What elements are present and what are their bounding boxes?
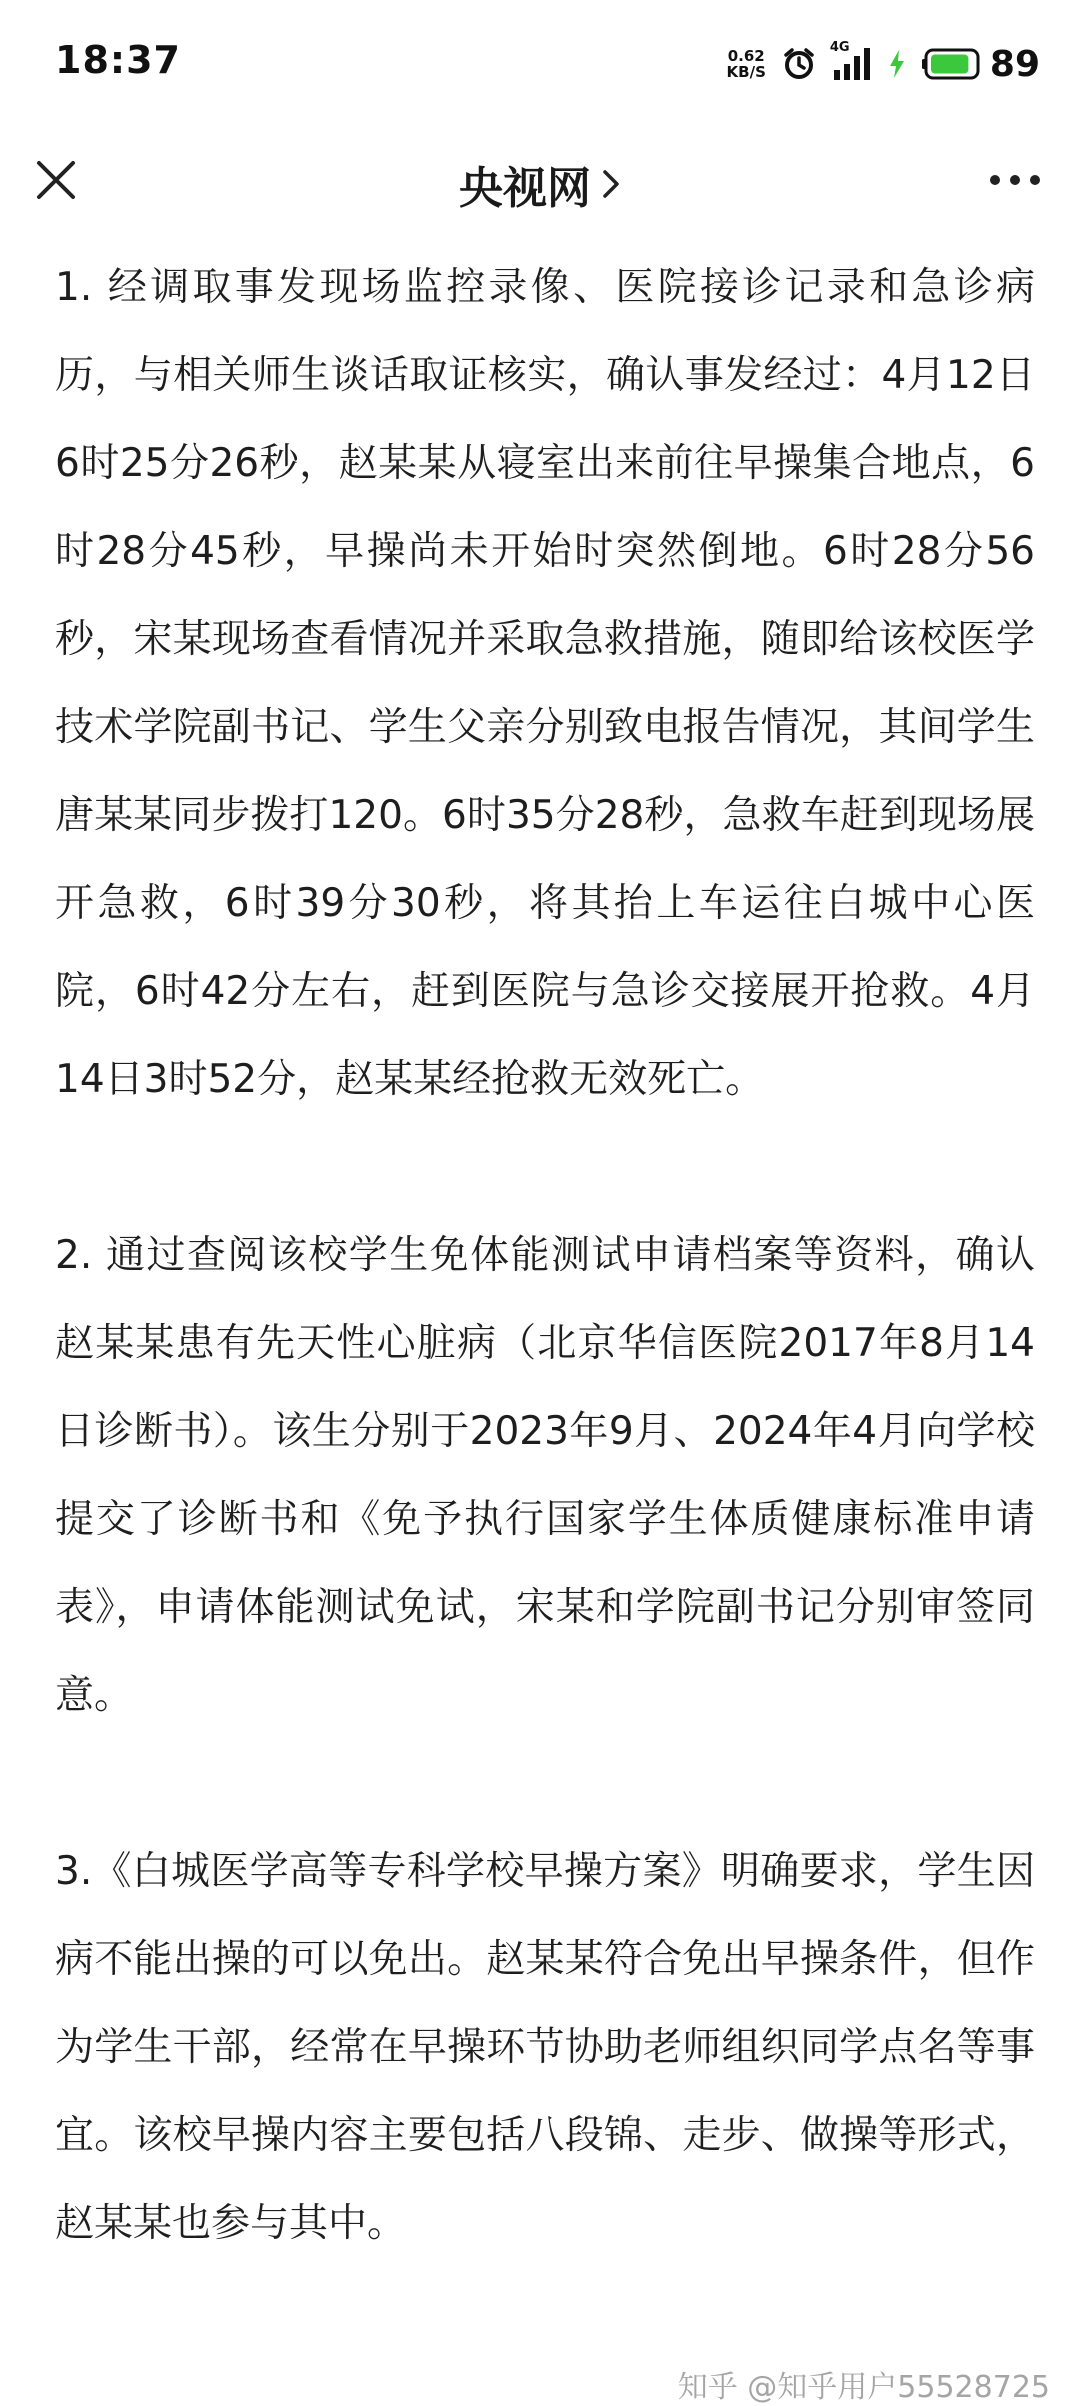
watermark: 知乎 @知乎用户55528725	[677, 2370, 1050, 2405]
net-speed	[727, 48, 766, 80]
source-account-link[interactable]	[0, 152, 1080, 216]
status-time: 18:37	[55, 38, 181, 82]
more-options-button[interactable]	[980, 152, 1050, 208]
battery-level: 89	[989, 43, 1040, 85]
battery-fill	[931, 55, 968, 74]
battery-icon	[922, 48, 982, 80]
net-speed-unit: KB/S	[726, 63, 766, 81]
top-navigation-bar	[0, 130, 1080, 234]
article-paragraph: 3.《白城医学高等专科学校早操方案》明确要求，学生因病不能出操的可以免出。赵某某符合免出早操条件，但作为学生干部，经常在早操环节协助老师组织同学点名等事宜。该校早操内容主要包括八段锦、走步、做操等形式，赵某某也参与其中。	[55, 1849, 1035, 2246]
status-bar	[0, 0, 1080, 120]
charging-icon	[888, 49, 906, 79]
article-body	[55, 244, 1035, 2356]
network-type: 4G	[829, 40, 850, 55]
article-paragraph: 2. 通过查阅该校学生免体能测试申请档案等资料，确认赵某某患有先天性心脏病（北京华信医院2017年8月14日诊断书）。该生分别于2023年9月、2024年4月向学校提交了诊断书和《免予执行国家学生体质健康标准申请表》，申请体能测试免试，宋某和学院副书记分别审签同意。	[55, 1233, 1035, 1718]
status-icons	[727, 40, 1040, 88]
article-paragraph: 1. 经调取事发现场监控录像、医院接诊记录和急诊病历，与相关师生谈话取证核实，确认事发经过：4月12日6时25分26秒，赵某某从寝室出来前往早操集合地点，6时28分45秒，早操尚未开始时突然倒地。6时28分56秒，宋某现场查看情况并采取急救措施，随即给该校医学技术学院副书记、学生父亲分别致电报告情况，其间学生唐某某同步拨打120。6时35分28秒，急救车赶到现场展开急救，6时39分30秒，将其抬上车运往白城中心医院，6时42分左右，赶到医院与急诊交接展开抢救。4月14日3时52分，赵某某经抢救无效死亡。	[55, 265, 1035, 1102]
chevron-right-icon	[601, 168, 621, 200]
net-speed-value: 0.62	[727, 47, 765, 65]
alarm-icon	[782, 47, 816, 81]
page-title: 央视网	[459, 163, 591, 214]
signal-icon	[829, 40, 872, 82]
more-icon	[989, 174, 1041, 186]
